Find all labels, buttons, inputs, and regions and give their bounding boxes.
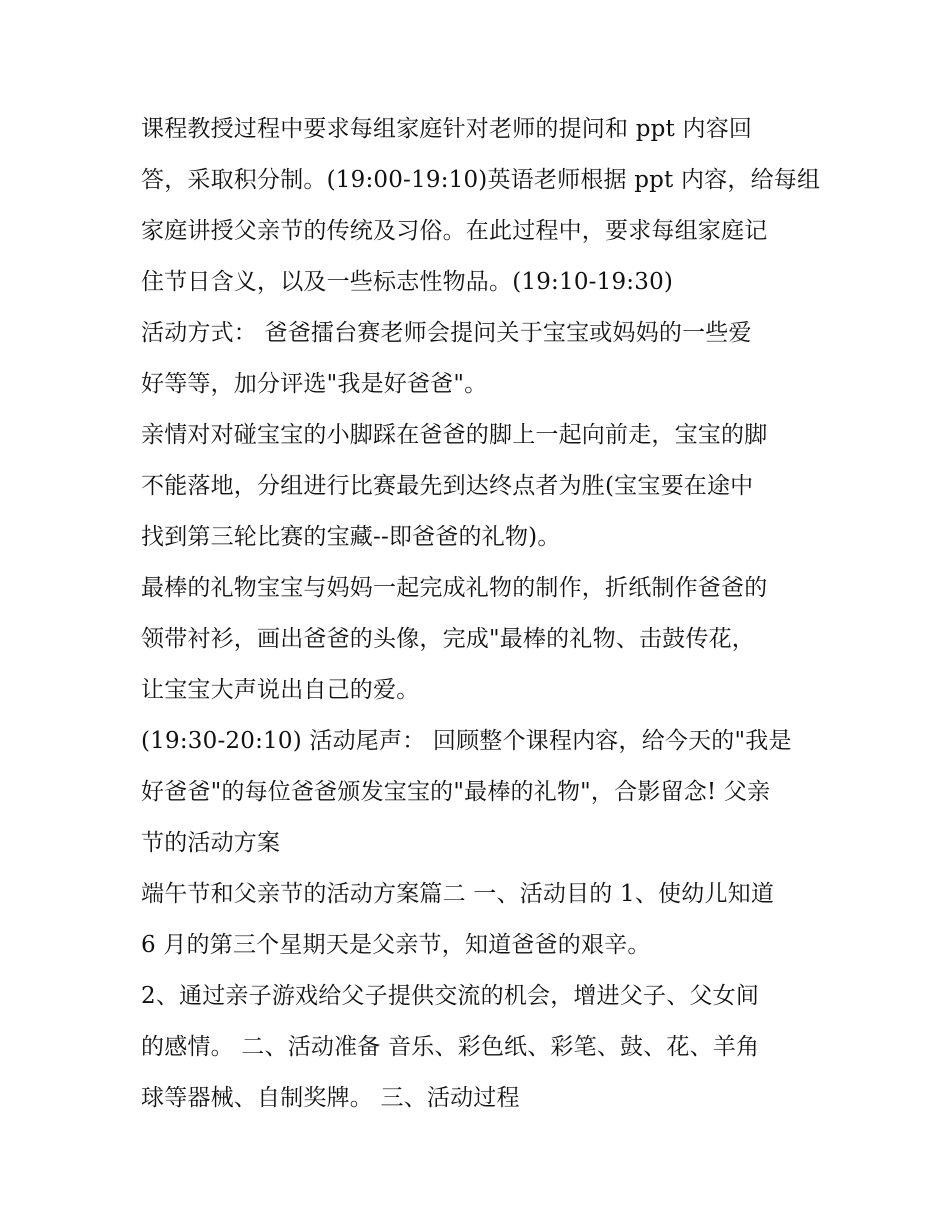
text-line: 6 月的第三个星期天是父亲节，知道爸爸的艰辛。 (141, 932, 651, 958)
text-line: 2、通过亲子游戏给父子提供交流的机会，增进父子、父女间 (141, 983, 760, 1009)
text-line: 亲情对对碰宝宝的小脚踩在爸爸的脚上一起向前走，宝宝的脚 (141, 422, 768, 448)
text-line: 最棒的礼物宝宝与妈妈一起完成礼物的制作，折纸制作爸爸的 (141, 575, 768, 601)
text-line: 找到第三轮比赛的宝藏--即爸爸的礼物)。 (141, 524, 561, 550)
text-line: 课程教授过程中要求每组家庭针对老师的提问和 ppt 内容回 (141, 116, 753, 142)
text-line: 答，采取积分制。(19:00-19:10)英语老师根据 ppt 内容，给每组 (141, 167, 821, 193)
text-line: 住节日含义，以及一些标志性物品。(19:10-19:30) (141, 269, 674, 295)
text-line: 不能落地，分组进行比赛最先到达终点者为胜(宝宝要在途中 (141, 473, 754, 499)
text-line: 的感情。 二、活动准备 音乐、彩色纸、彩笔、鼓、花、羊角 (141, 1034, 760, 1060)
text-line: (19:30-20:10) 活动尾声： 回顾整个课程内容，给今天的"我是 (141, 728, 792, 754)
text-line: 节的活动方案 (141, 830, 281, 856)
text-line: 活动方式： 爸爸擂台赛老师会提问关于宝宝或妈妈的一些爱 (141, 320, 752, 346)
body-text (141, 104, 821, 1124)
text-line: 领带衬衫，画出爸爸的头像，完成"最棒的礼物、击鼓传花， (141, 626, 755, 652)
text-line: 让宝宝大声说出自己的爱。 (141, 677, 420, 703)
text-line: 球等器械、自制奖牌。 三、活动过程 (141, 1085, 520, 1111)
text-line: 好等等，加分评选"我是好爸爸"。 (141, 371, 488, 397)
text-line: 好爸爸"的每位爸爸颁发宝宝的"最棒的礼物"，合影留念! 父亲 (141, 779, 771, 805)
text-line: 端午节和父亲节的活动方案篇二 一、活动目的 1、使幼儿知道 (141, 881, 775, 907)
text-line: 家庭讲授父亲节的传统及习俗。在此过程中，要求每组家庭记 (141, 218, 768, 244)
